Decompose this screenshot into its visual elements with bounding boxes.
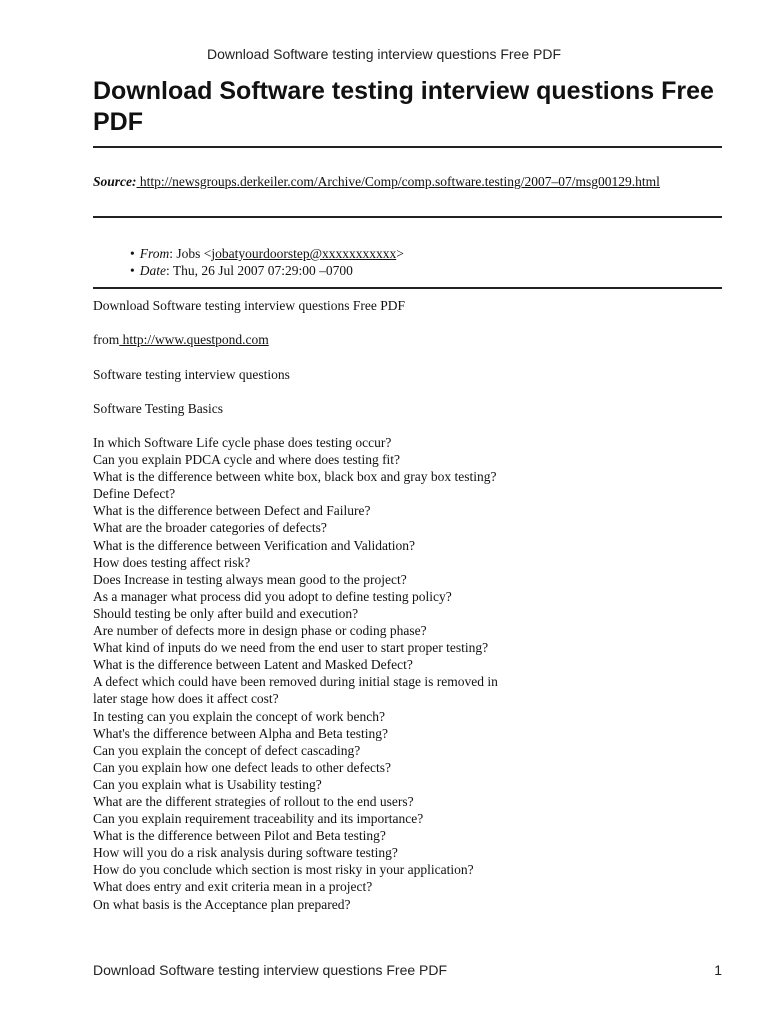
- question-item: What are the different strategies of rollout to the end users?: [93, 793, 414, 809]
- question-item: In testing can you explain the concept of work bench?: [93, 708, 386, 724]
- from-prefix: from: [93, 332, 120, 347]
- question-item: Can you explain what is Usability testing?: [93, 776, 322, 792]
- question-item: What is the difference between Verification and Validation?: [93, 537, 416, 553]
- question-item: What is the difference between Pilot and Beta testing?: [93, 828, 386, 844]
- meta-from: [130, 245, 404, 262]
- page-number: 1: [714, 962, 722, 978]
- question-item: As a manager what process did you adopt to define testing policy?: [93, 588, 452, 604]
- section-heading: Software testing interview questions: [93, 367, 290, 382]
- question-item: Define Defect?: [93, 486, 176, 502]
- question-item: How does testing affect risk?: [93, 554, 251, 570]
- question-item: What is the difference between Defect and Failure?: [93, 503, 371, 519]
- question-item: Are number of defects more in design phase or coding phase?: [93, 623, 427, 639]
- question-item: What kind of inputs do we need from the end user to start proper testing?: [93, 640, 489, 656]
- divider: [93, 216, 722, 218]
- from-label: From: [139, 246, 170, 261]
- question-item: How do you conclude which section is most risky in your application?: [93, 862, 474, 878]
- question-item: On what basis is the Acceptance plan prepared?: [93, 896, 351, 912]
- meta-date: [130, 262, 404, 279]
- question-item: Should testing be only after build and execution?: [93, 605, 359, 621]
- question-item: Can you explain how one defect leads to other defects?: [93, 759, 392, 775]
- question-item: What's the difference between Alpha and Beta testing?: [93, 725, 388, 741]
- question-list: [93, 434, 513, 913]
- page-title: Download Software testing interview questions Free PDF: [93, 77, 714, 136]
- footer-title: Download Software testing interview questions Free PDF: [93, 962, 448, 978]
- question-item: How will you do a risk analysis during software testing?: [93, 845, 398, 861]
- message-meta: [130, 245, 404, 279]
- question-item: What is the difference between Latent and Masked Defect?: [93, 657, 413, 673]
- from-name: : Jobs <: [169, 246, 212, 261]
- question-item: Does Increase in testing always mean good to the project?: [93, 571, 407, 587]
- question-item: What are the broader categories of defects?: [93, 520, 327, 536]
- date-value: : Thu, 26 Jul 2007 07:29:00 –0700: [165, 263, 353, 278]
- intro-text: Download Software testing interview questions Free PDF: [93, 298, 405, 313]
- question-item: Can you explain requirement traceability and its importance?: [93, 811, 424, 827]
- questpond-link[interactable]: http://www.questpond.com: [119, 332, 269, 347]
- question-item: Can you explain PDCA cycle and where does testing fit?: [93, 452, 401, 468]
- question-item: Can you explain the concept of defect cascading?: [93, 742, 361, 758]
- running-header: Download Software testing interview questions Free PDF: [206, 46, 562, 62]
- from-email-link[interactable]: jobatyourdoorstep@xxxxxxxxxxx: [211, 246, 397, 261]
- source-link[interactable]: http://newsgroups.derkeiler.com/Archive/Comp/comp.software.testing/2007–07/msg00129.html: [136, 174, 660, 189]
- question-item: What is the difference between white box, black box and gray box testing?: [93, 469, 497, 485]
- divider: [93, 146, 722, 148]
- source-label: Source:: [93, 174, 137, 189]
- subsection-heading: Software Testing Basics: [93, 401, 224, 416]
- question-item: A defect which could have been removed during initial stage is removed in later stage how does it affect cost?: [93, 674, 498, 707]
- divider: [93, 287, 722, 289]
- source-line: [93, 174, 733, 190]
- question-item: What does entry and exit criteria mean in a project?: [93, 879, 373, 895]
- date-label: Date: [139, 263, 166, 278]
- question-item: In which Software Life cycle phase does testing occur?: [93, 435, 392, 450]
- from-end: >: [396, 246, 404, 261]
- from-line: [93, 332, 269, 348]
